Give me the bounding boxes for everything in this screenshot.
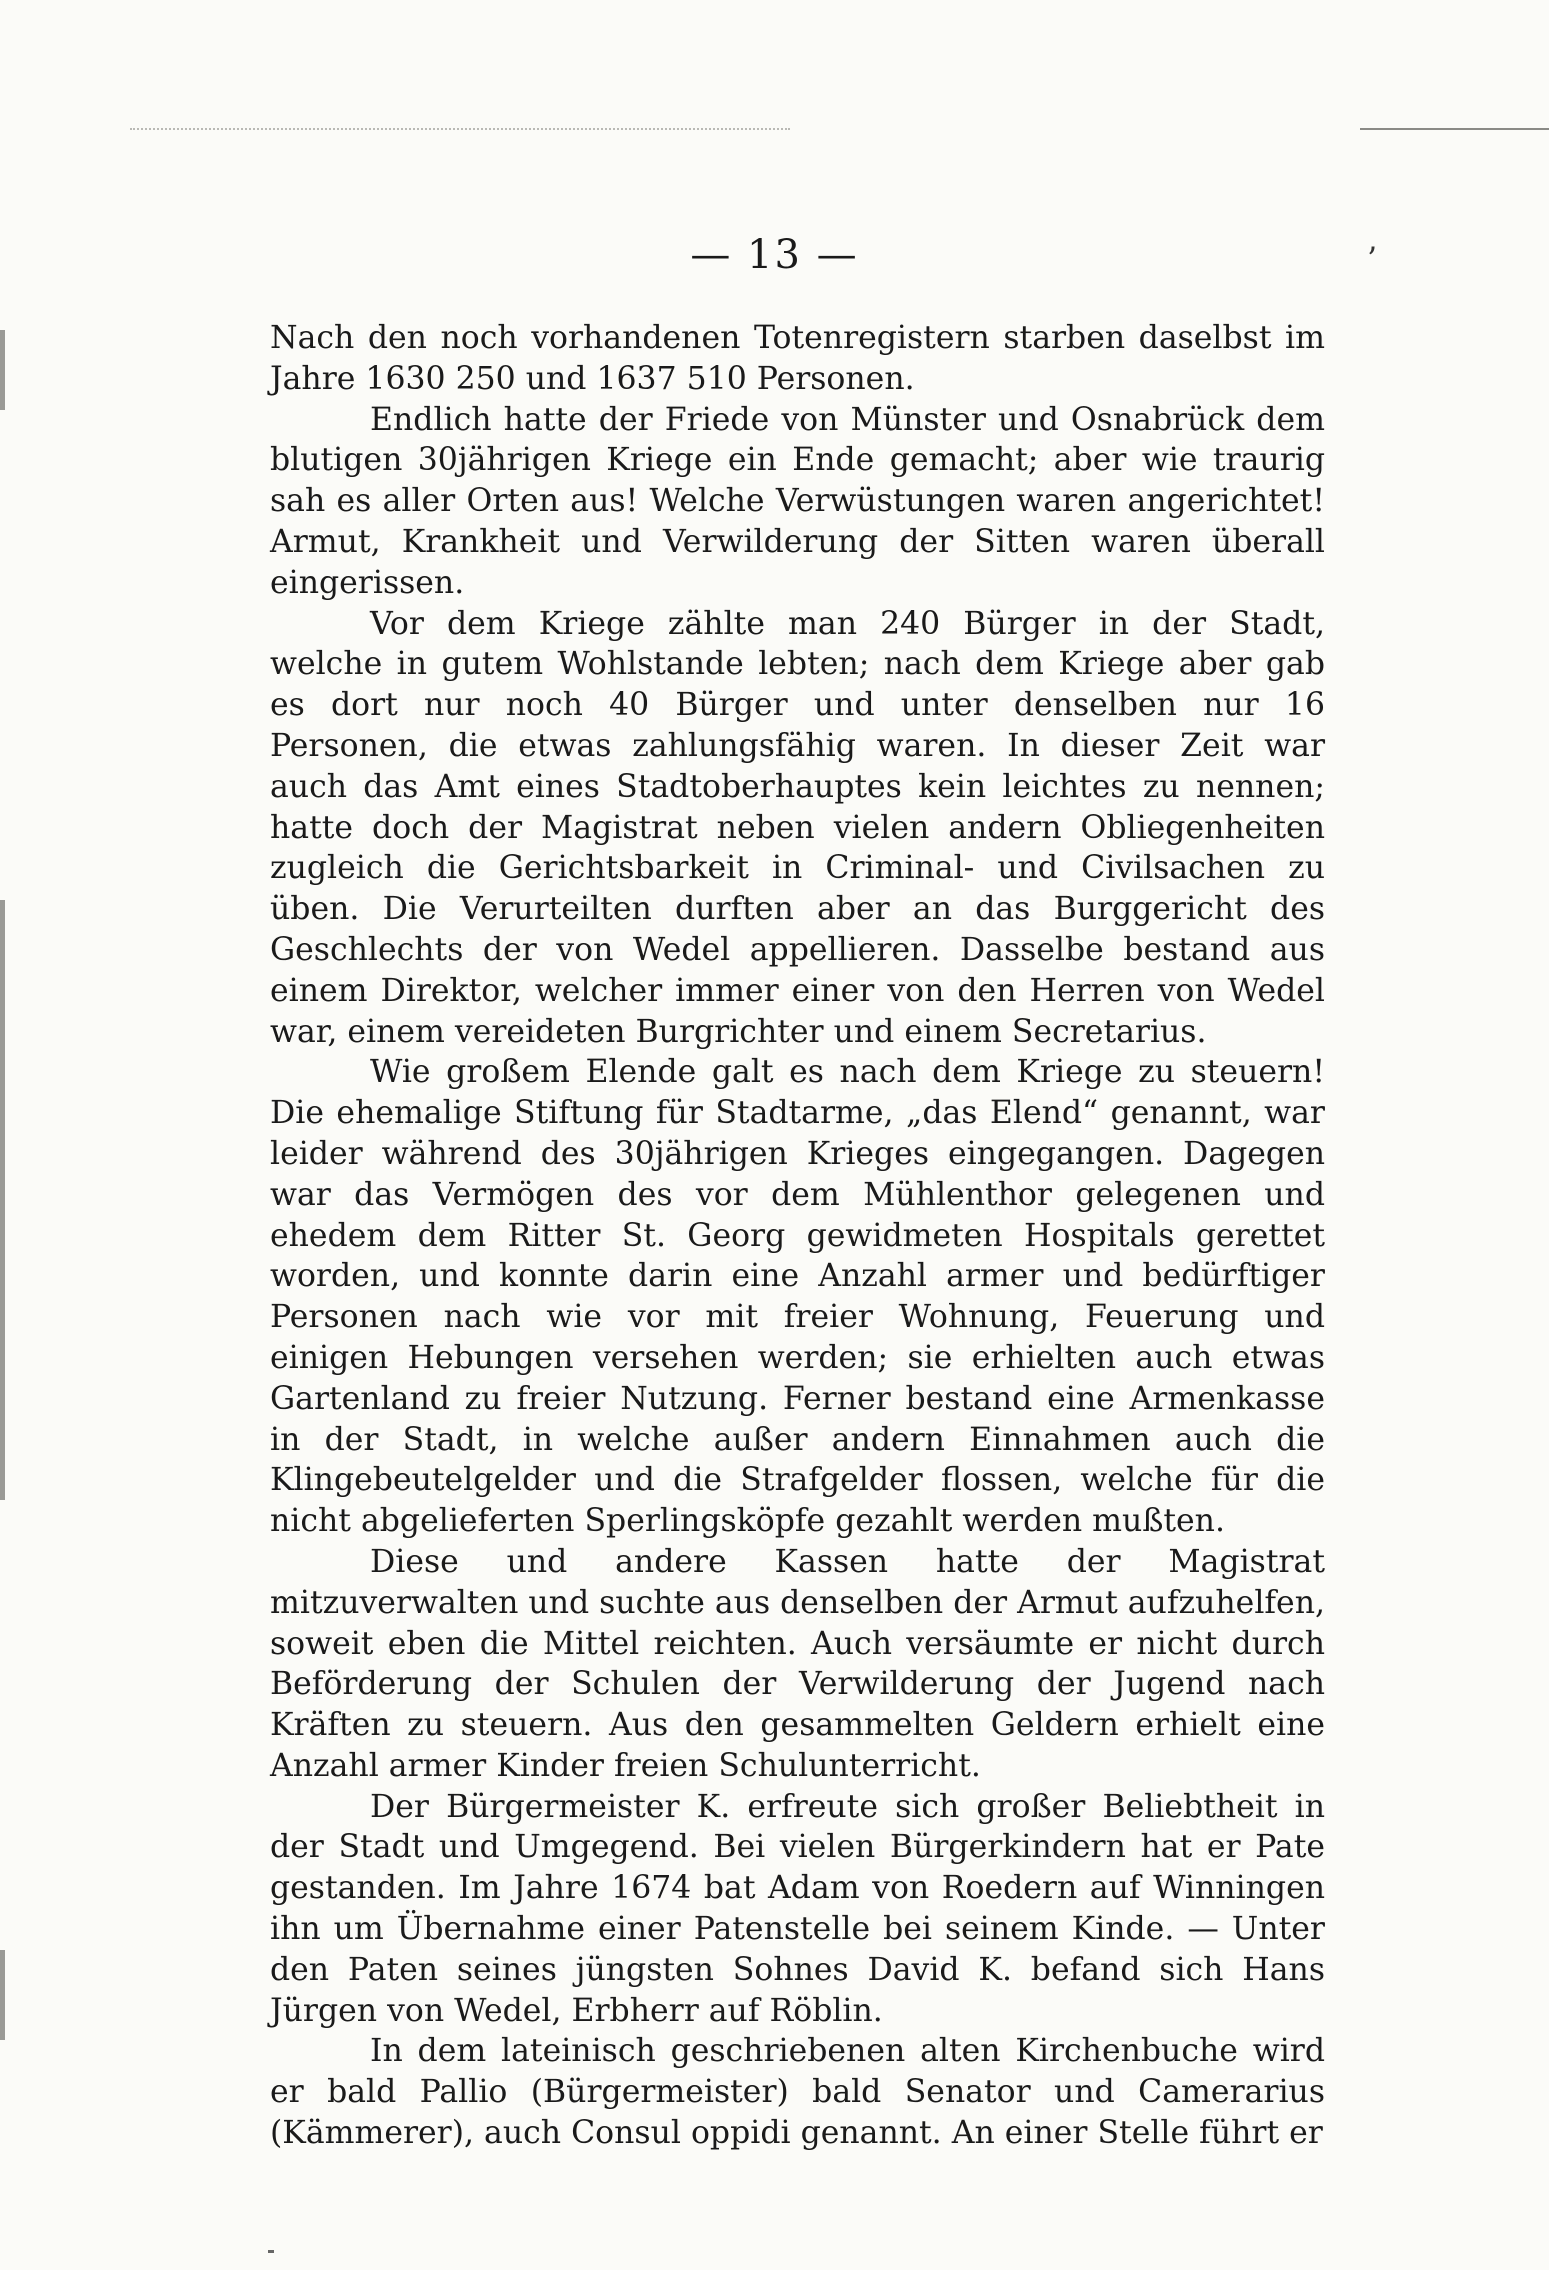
paragraph: Vor dem Kriege zählte man 240 Bürger in der Stadt, welche in gutem Wohlstande lebten; nach dem Kriege aber gab es dort nur noch 40 Bürger und unter denselben nur 16 Personen, die etwas zahlungsfähig waren. In dieser Zeit war auch das Amt eines Stadtoberhauptes kein leichtes zu nennen; hatte doch der Magistrat neben vielen andern Obliegenheiten zugleich die Gerichtsbarkeit in Criminal- und Civilsachen zu üben. Die Verurteilten durften aber an das Burggericht des Geschlechts der von Wedel appellieren. Dasselbe bestand aus einem Direktor, welcher immer einer von den Herren von Wedel war, einem vereideten Burgrichter und einem Secretarius. <box>270 605 1325 1050</box>
paragraph: Nach den noch vorhandenen Totenregistern starben daselbst im Jahre 1630 250 und 1637 510 Personen. <box>270 320 1325 397</box>
scan-artifact-top-right <box>1360 128 1549 130</box>
paragraph: Endlich hatte der Friede von Münster und Osnabrück dem blutigen 30jährigen Kriege ein Ende gemacht; aber wie traurig sah es aller Orten aus! Welche Verwüstungen waren angerichtet! Armut, Krankheit und Verwilderung der Sitten waren überall eingerissen. <box>270 401 1325 601</box>
scan-artifact-top-left <box>130 128 790 130</box>
paragraph: In dem lateinisch geschriebenen alten Kirchenbuche wird er bald Pallio (Bürgermeister) bald Senator und Camerarius (Kämmerer), auch Consul oppidi genannt. An einer Stelle führt er <box>270 2033 1325 2152</box>
scan-edge-mark <box>0 330 5 410</box>
body-text <box>270 318 1325 2154</box>
scan-edge-mark <box>0 900 5 1500</box>
scan-artifact-bottom <box>268 2250 274 2253</box>
scan-edge-mark <box>0 1950 5 2040</box>
corner-mark: ʼ <box>1366 240 1377 278</box>
paragraph: Der Bürgermeister K. erfreute sich großer Beliebtheit in der Stadt und Umgegend. Bei vielen Bürgerkindern hat er Pate gestanden. Im Jahre 1674 bat Adam von Roedern auf Winningen ihn um Übernahme einer Patenstelle bei seinem Kinde. — Unter den Paten seines jüngsten Sohnes David K. befand sich Hans Jürgen von Wedel, Erbherr auf Röblin. <box>270 1788 1325 2029</box>
paragraph: Wie großem Elende galt es nach dem Kriege zu steuern! Die ehemalige Stiftung für Stadtarme, „das Elend“ genannt, war leider während des 30jährigen Krieges eingegangen. Dagegen war das Vermögen des vor dem Mühlenthor gelegenen und ehedem dem Ritter St. Georg gewidmeten Hospitals gerettet worden, und konnte darin eine Anzahl armer und bedürftiger Personen nach wie vor mit freier Wohnung, Feuerung und einigen Hebungen versehen werden; sie erhielten auch etwas Gartenland zu freier Nutzung. Ferner bestand eine Armenkasse in der Stadt, in welche außer andern Einnahmen auch die Klingebeutelgelder und die Strafgelder flossen, welche für die nicht abgelieferten Sperlingsköpfe gezahlt werden mußten. <box>270 1054 1325 1540</box>
page-number: — 13 — <box>690 232 859 278</box>
paragraph: Diese und andere Kassen hatte der Magistrat mitzuverwalten und suchte aus denselben der Armut aufzuhelfen, soweit eben die Mittel reichten. Auch versäumte er nicht durch Beförderung der Schulen der Verwilderung der Jugend nach Kräften zu steuern. Aus den gesammelten Geldern erhielt eine Anzahl armer Kinder freien Schulunterricht. <box>270 1543 1325 1784</box>
